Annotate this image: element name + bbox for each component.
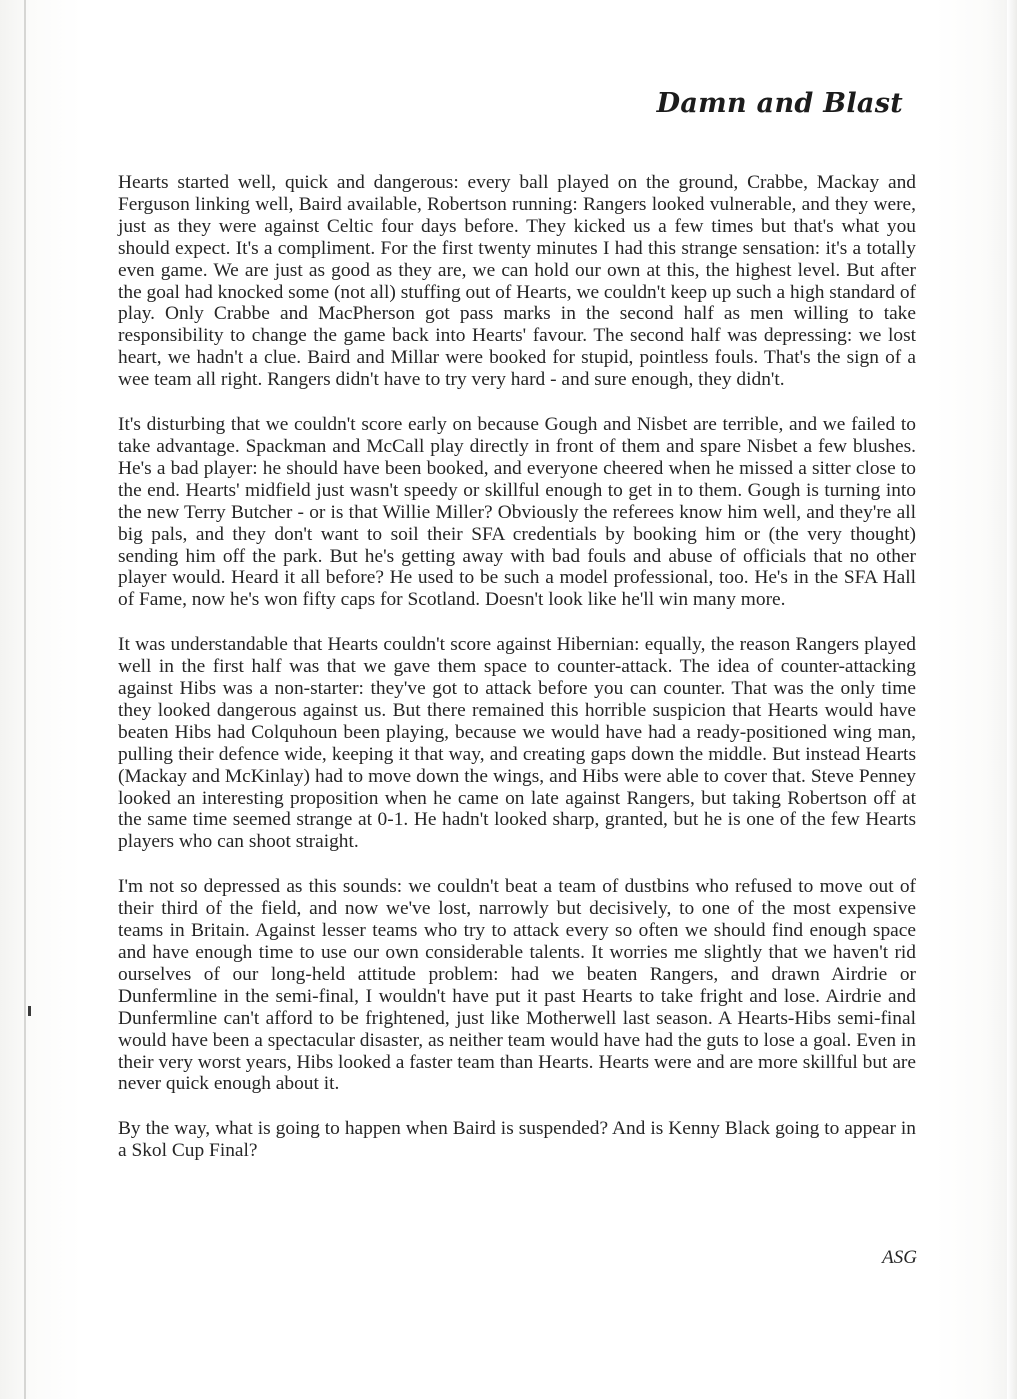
article-body [118, 172, 916, 1185]
article-paragraph-5: By the way, what is going to happen when Baird is suspended? And is Kenny Black going to appear in a Skol Cup Final? [118, 1118, 916, 1162]
binding-mark [28, 1006, 31, 1016]
article-paragraph-4: I'm not so depressed as this sounds: we couldn't beat a team of dustbins who refused to move out of their third of the field, and now we've lost, narrowly but decisively, to one of the most expensive teams in Britain. Against lesser teams who try to attack every so often we should find enough space and have enough time to use our own considerable talents. It worries me slightly that we haven't rid ourselves of our long-held attitude problem: had we beaten Rangers, and drawn Airdrie or Dunfermline in the semi-final, I wouldn't have put it past Hearts to take fright and lose. Airdrie and Dunfermline can't afford to be frightened, just like Motherwell last season. A Hearts-Hibs semi-final would have been a spectacular disaster, as neither team would have had the guts to lose a goal. Even in their very worst years, Hibs looked a faster team than Hearts. Hearts were and are more skillful but are never quick enough about it. [118, 876, 916, 1095]
article-paragraph-1: Hearts started well, quick and dangerous: every ball played on the ground, Crabbe, Mackay and Ferguson linking well, Baird available, Robertson running: Rangers looked vulnerable, and they were, just as they were against Celtic four days before. They kicked us a few times but that's what you should expect. It's a compliment. For the first twenty minutes I had this strange sensation: it's a totally even game. We are just as good as they are, we can hold our own at this, the highest level. But after the goal had knocked some (not all) stuffing out of Hearts, we couldn't keep up such a high standard of play. Only Crabbe and MacPherson got pass marks in the second half as men willing to take responsibility to change the game back into Hearts' favour. The second half was depressing: we lost heart, we hadn't a clue. Baird and Millar were booked for stupid, pointless fouls. That's the sign of a wee team all right. Rangers didn't have to try very hard - and sure enough, they didn't. [118, 172, 916, 391]
page-edge-left [24, 0, 26, 1399]
article-paragraph-2: It's disturbing that we couldn't score early on because Gough and Nisbet are terrible, and we failed to take advantage. Spackman and McCall play directly in front of them and spare Nisbet a few blushes. He's a bad player: he should have been booked, and everyone cheered when he missed a sitter close to the end. Hearts' midfield just wasn't speedy or skillful enough to get in to them. Gough is turning into the new Terry Butcher - or is that Willie Miller? Obviously the referees know him well, and they're all big pals, and they don't want to soil their SFA credentials by booking him or (the very thought) sending him off the park. But he's getting away with bad fouls and abuse of officials that no other player would. Heard it all before? He used to be such a model professional, too. He's in the SFA Hall of Fame, now he's won fifty caps for Scotland. Doesn't look like he'll win many more. [118, 414, 916, 611]
article-title: Damn and Blast [656, 88, 903, 119]
author-signature: ASG [882, 1247, 917, 1268]
article-paragraph-3: It was understandable that Hearts couldn't score against Hibernian: equally, the reason Rangers played well in the first half was that we gave them space to counter-attack. The idea of counter-attacking against Hibs was a non-starter: they've got to attack before you can counter. That was the only time they looked dangerous against us. But there remained this horrible suspicion that Hearts would have beaten Hibs had Colquhoun been playing, because we would have had a ready-positioned wing man, pulling their defence wide, keeping it that way, and creating gaps down the middle. But instead Hearts (Mackay and McKinlay) had to move down the wings, and Hibs were able to cover that. Steve Penney looked an interesting proposition when he came on late against Rangers, but taking Robertson off at the same time seemed strange at 0-1. He hadn't looked sharp, granted, but he is one of the few Hearts players who can shoot straight. [118, 634, 916, 853]
page-edge-right [1007, 0, 1017, 1399]
